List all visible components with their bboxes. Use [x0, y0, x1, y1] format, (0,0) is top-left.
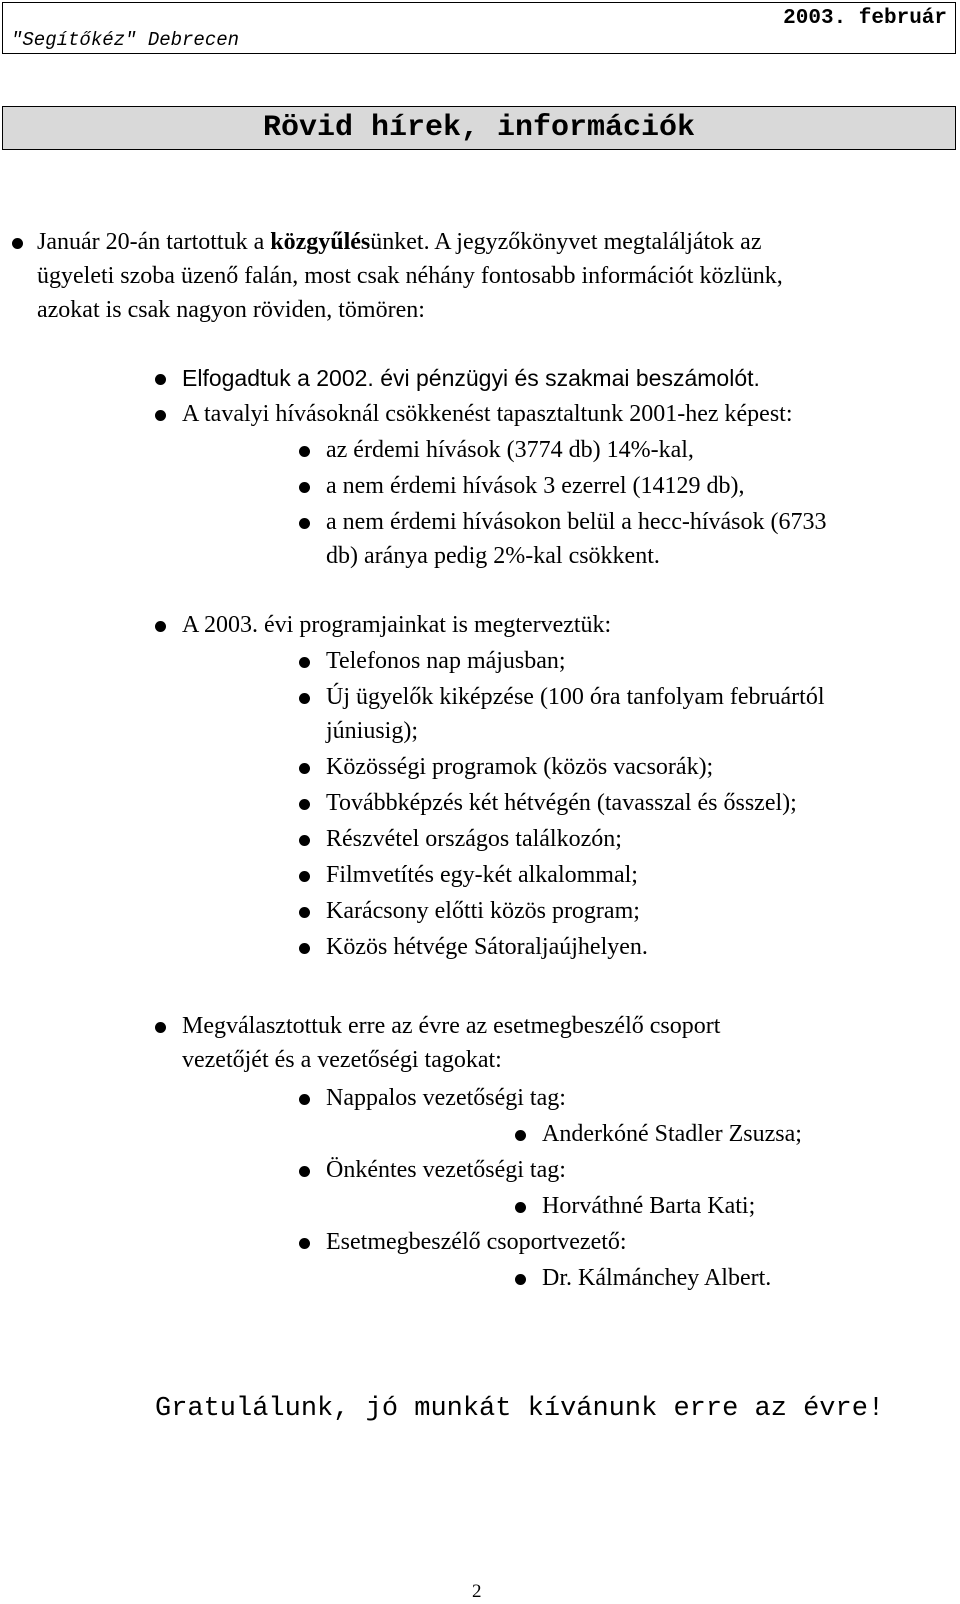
page-number: 2 [472, 1581, 482, 1602]
program-item: Karácsony előtti közös program; [326, 898, 640, 924]
role-label: Esetmegbeszélő csoportvezető: [326, 1229, 627, 1255]
item-elected-cont: vezetőjét és a vezetőségi tagokat: [182, 1047, 502, 1073]
role-person: Anderkóné Stadler Zsuzsa; [542, 1121, 802, 1147]
bullet-icon [299, 1094, 310, 1105]
bullet-icon [299, 446, 310, 457]
bullet-icon [299, 871, 310, 882]
item-programs: A 2003. évi programjainkat is megterveztük: [182, 612, 612, 638]
bullet-icon [299, 799, 310, 810]
bullet-icon [299, 907, 310, 918]
bullet-icon [155, 621, 166, 632]
bullet-icon [155, 374, 166, 385]
calls-sub-item: a nem érdemi hívások 3 ezerrel (14129 db), [326, 473, 745, 499]
intro-line-1 [37, 224, 761, 260]
bullet-icon [299, 1166, 310, 1177]
closing-message: Gratulálunk, jó munkát kívánunk erre az évre! [155, 1394, 885, 1424]
item-accepted: Elfogadtuk a 2002. évi pénzügyi és szakmai beszámolót. [182, 365, 760, 391]
program-item: Közös hétvége Sátoraljaújhelyen. [326, 934, 648, 960]
bullet-icon [155, 410, 166, 421]
program-item: Filmvetítés egy-két alkalommal; [326, 862, 638, 888]
bullet-icon [299, 1238, 310, 1249]
intro-text: ünket. A jegyzőkönyvet megtaláljátok az [370, 229, 762, 255]
bullet-icon [299, 693, 310, 704]
program-item: Telefonos nap májusban; [326, 648, 566, 674]
bullet-icon [515, 1202, 526, 1213]
intro-line-3: azokat is csak nagyon röviden, tömören: [37, 297, 425, 323]
intro-text: Január 20-án tartottuk a [37, 229, 271, 255]
bullet-icon [299, 657, 310, 668]
bullet-icon [299, 835, 310, 846]
bullet-icon [515, 1274, 526, 1285]
program-item-cont: júniusig); [326, 718, 419, 744]
calls-sub-item: az érdemi hívások (3774 db) 14%-kal, [326, 437, 694, 463]
item-elected: Megválasztottuk erre az évre az esetmegbeszélő csoport [182, 1013, 721, 1039]
bullet-icon [155, 1022, 166, 1033]
calls-sub-item: a nem érdemi hívásokon belül a hecc-hívások (6733 [326, 509, 827, 535]
program-item: Közösségi programok (közös vacsorák); [326, 754, 714, 780]
bullet-icon [299, 763, 310, 774]
item-calls: A tavalyi hívásoknál csökkenést tapasztaltunk 2001-hez képest: [182, 401, 793, 427]
header-date: 2003. február [783, 7, 947, 30]
bullet-icon [299, 482, 310, 493]
role-label: Nappalos vezetőségi tag: [326, 1085, 566, 1111]
role-person: Horváthné Barta Kati; [542, 1193, 756, 1219]
bullet-icon [299, 943, 310, 954]
page-header [2, 2, 956, 54]
role-label: Önkéntes vezetőségi tag: [326, 1157, 566, 1183]
section-title: Rövid hírek, információk [2, 106, 956, 150]
bullet-icon [12, 238, 23, 249]
intro-bold: közgyűlés [270, 229, 371, 255]
intro-line-2: ügyeleti szoba üzenő falán, most csak néhány fontosabb információt közlünk, [37, 263, 783, 289]
program-item: Új ügyelők kiképzése (100 óra tanfolyam februártól [326, 684, 825, 710]
header-org: "Segítőkéz" Debrecen [11, 29, 240, 51]
bullet-icon [515, 1130, 526, 1141]
program-item: Továbbképzés két hétvégén (tavasszal és ősszel); [326, 790, 797, 816]
bullet-icon [299, 518, 310, 529]
program-item: Részvétel országos találkozón; [326, 826, 622, 852]
role-person: Dr. Kálmánchey Albert. [542, 1265, 772, 1291]
calls-sub-item-cont: db) aránya pedig 2%-kal csökkent. [326, 543, 660, 569]
